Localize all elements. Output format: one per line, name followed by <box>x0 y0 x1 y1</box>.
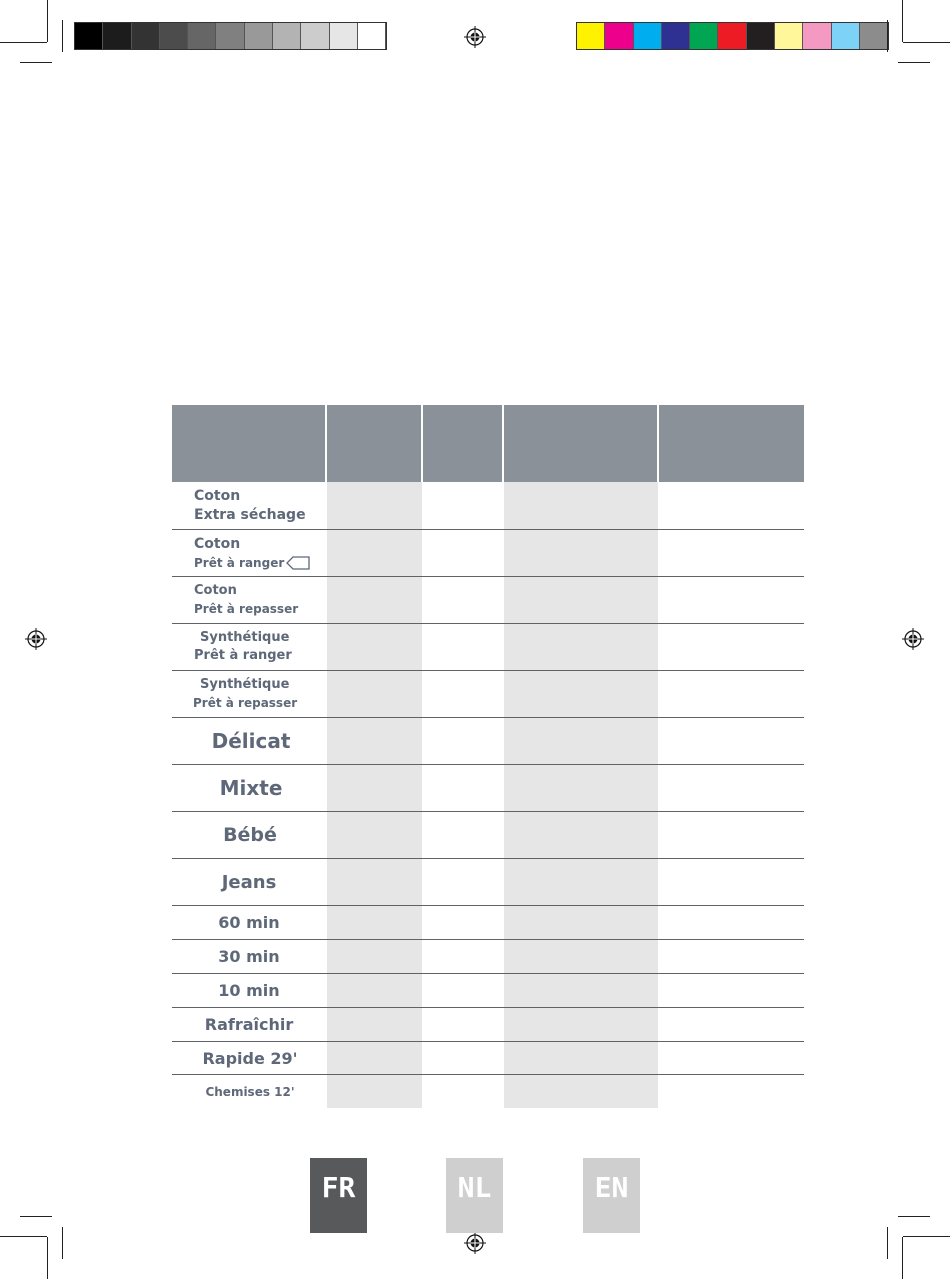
table-row <box>172 1008 804 1042</box>
crop-mark <box>0 42 47 43</box>
registration-mark-icon <box>464 1232 486 1254</box>
program-label: 60 min <box>218 913 280 932</box>
program-line2: Extra séchage <box>194 506 306 523</box>
language-code: EN <box>594 1171 629 1204</box>
table-row <box>172 624 804 671</box>
color-swatch <box>132 23 160 49</box>
program-label: Rafraîchir <box>204 1015 294 1034</box>
color-swatch <box>690 23 718 49</box>
language-tab-nl[interactable] <box>446 1158 503 1233</box>
table-row <box>172 718 804 765</box>
color-swatch <box>605 23 633 49</box>
color-swatch <box>301 23 329 49</box>
program-label: Mixte <box>219 776 283 800</box>
color-swatch <box>330 23 358 49</box>
program-name <box>172 1008 326 1041</box>
program-name <box>172 1042 326 1074</box>
program-name <box>172 812 326 858</box>
crop-mark <box>903 42 950 43</box>
program-line2: Prêt à repasser <box>194 602 299 616</box>
program-line1: Coton <box>194 535 241 552</box>
table-row <box>172 974 804 1008</box>
crop-mark <box>902 1237 903 1279</box>
crop-mark <box>20 62 52 63</box>
crop-mark <box>0 1236 47 1237</box>
crop-mark <box>20 1216 52 1217</box>
color-swatch <box>577 23 605 49</box>
program-name <box>172 671 326 717</box>
color-swatch <box>832 23 860 49</box>
program-name <box>172 577 326 623</box>
table-row <box>172 1042 804 1075</box>
program-label: Bébé <box>223 824 277 846</box>
program-line2 <box>194 554 310 572</box>
crop-mark <box>903 1236 950 1237</box>
crop-mark <box>47 1237 48 1279</box>
crop-mark <box>62 20 63 52</box>
color-calibration-bar <box>576 22 889 50</box>
program-line1: Synthétique <box>200 677 290 692</box>
crop-mark <box>898 62 930 63</box>
program-name <box>172 1075 326 1108</box>
program-line2: Prêt à repasser <box>193 696 298 710</box>
color-swatch <box>216 23 244 49</box>
color-swatch <box>103 23 131 49</box>
program-line1: Coton <box>194 583 237 598</box>
table-row <box>172 906 804 940</box>
table-row <box>172 671 804 718</box>
language-tab-en[interactable] <box>583 1158 640 1233</box>
program-name <box>172 906 326 939</box>
language-code: FR <box>321 1171 356 1204</box>
program-name <box>172 624 326 670</box>
program-label: Délicat <box>211 729 291 753</box>
program-name <box>172 940 326 973</box>
program-name <box>172 530 326 576</box>
registration-mark-icon <box>902 628 924 650</box>
color-swatch <box>634 23 662 49</box>
program-line2-text: Prêt à ranger <box>194 555 285 570</box>
language-tab-fr[interactable] <box>310 1158 367 1233</box>
program-name <box>172 974 326 1007</box>
color-swatch <box>160 23 188 49</box>
program-label: Rapide 29' <box>202 1048 298 1068</box>
program-name <box>172 482 326 529</box>
color-swatch <box>803 23 831 49</box>
table-row <box>172 1075 804 1108</box>
color-swatch <box>718 23 746 49</box>
color-swatch <box>188 23 216 49</box>
program-line1: Synthétique <box>200 630 290 645</box>
table-row <box>172 530 804 577</box>
crop-mark <box>902 0 903 42</box>
color-swatch <box>273 23 301 49</box>
color-swatch <box>662 23 690 49</box>
table-row <box>172 812 804 859</box>
program-label: 30 min <box>218 947 280 966</box>
program-name <box>172 765 326 811</box>
table-header-cell <box>504 405 657 482</box>
crop-mark <box>898 1216 930 1217</box>
color-swatch <box>775 23 803 49</box>
table-header-cell <box>327 405 421 482</box>
table-row <box>172 859 804 906</box>
grayscale-calibration-bar <box>74 22 387 50</box>
language-code: NL <box>457 1171 492 1204</box>
color-swatch <box>358 23 386 49</box>
table-row <box>172 940 804 974</box>
program-label: Chemises 12' <box>205 1084 295 1099</box>
crop-mark <box>47 0 48 42</box>
crop-mark <box>887 20 888 52</box>
registration-mark-icon <box>25 628 47 650</box>
program-line2: Prêt à ranger <box>194 648 292 663</box>
color-swatch <box>75 23 103 49</box>
table-header-cell <box>423 405 502 482</box>
registration-mark-icon <box>464 26 486 48</box>
table-row <box>172 577 804 624</box>
crop-mark <box>887 1227 888 1259</box>
table-header-cell <box>172 405 325 482</box>
color-swatch <box>245 23 273 49</box>
tag-icon <box>286 556 310 570</box>
program-label: Jeans <box>221 871 277 893</box>
table-header-cell <box>659 405 804 482</box>
color-swatch <box>860 23 888 49</box>
program-line1: Coton <box>194 487 241 504</box>
table-row <box>172 765 804 812</box>
color-swatch <box>747 23 775 49</box>
program-name <box>172 859 326 905</box>
crop-mark <box>62 1227 63 1259</box>
program-label: 10 min <box>218 981 280 1000</box>
program-name <box>172 718 326 764</box>
table-row <box>172 482 804 530</box>
